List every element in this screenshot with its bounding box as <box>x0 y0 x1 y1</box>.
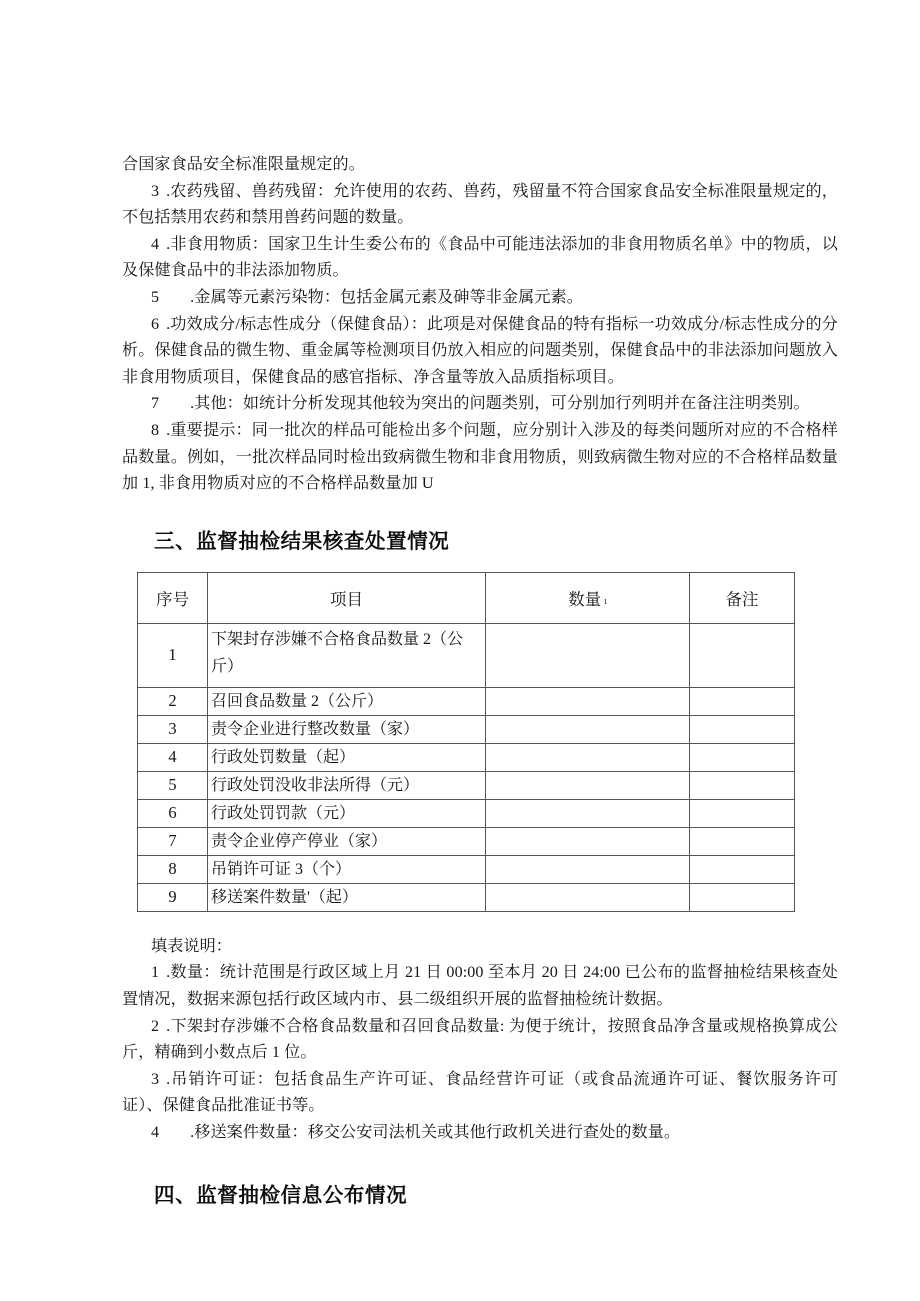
list-separator-3: . <box>166 182 171 200</box>
notes-title-text: 填表说明： <box>151 937 232 955</box>
cell-item: 行政处罚没收非法所得（元） <box>208 771 486 799</box>
notes-block <box>122 934 838 1147</box>
list-separator-4: . <box>166 235 171 253</box>
cell-item: 下架封存涉嫌不合格食品数量 2（公斤） <box>208 623 486 687</box>
cell-note[interactable] <box>690 799 795 827</box>
list-text-7: 其他：如统计分析发现其他较为突出的问题类别，可分别加行列明并在备注注明类别。 <box>194 395 810 413</box>
cell-seq: 4 <box>138 743 208 771</box>
list-item-3 <box>122 179 838 232</box>
cell-note[interactable] <box>690 883 795 911</box>
cell-item: 行政处罚罚款（元） <box>208 799 486 827</box>
note-text-2: 下架封存涉嫌不合格食品数量和召回食品数量: 为便于统计，按照食品净含量或规格换算成公斤，精确到小数点后 1 位。 <box>122 1017 838 1062</box>
column-header-seq: 序号 <box>138 572 208 623</box>
cell-item: 责令企业进行整改数量（家） <box>208 715 486 743</box>
note-number-1: 1 <box>151 964 160 982</box>
notes-title <box>122 934 838 961</box>
cell-seq: 9 <box>138 883 208 911</box>
cell-quantity[interactable] <box>486 771 690 799</box>
list-separator-6: . <box>166 315 171 333</box>
list-item-5 <box>122 285 838 312</box>
note-separator-3: . <box>166 1070 171 1088</box>
list-text-3: 农药残留、兽药残留：允许使用的农药、兽药，残留量不符合国家食品安全标准限量规定的，不包括禁用农药和禁用兽药问题的数量。 <box>122 182 838 227</box>
cell-seq: 3 <box>138 715 208 743</box>
cell-seq: 7 <box>138 827 208 855</box>
column-header-item: 项目 <box>208 572 486 623</box>
cell-note[interactable] <box>690 623 795 687</box>
table-container <box>137 572 794 912</box>
note-separator-4: . <box>190 1123 195 1141</box>
section-heading-4: 四、监督抽检信息公布情况 <box>154 1183 408 1208</box>
list-item-8 <box>122 418 838 498</box>
table-row <box>138 771 795 799</box>
cell-note[interactable] <box>690 743 795 771</box>
list-number-5: 5 <box>151 288 160 306</box>
cell-seq: 2 <box>138 687 208 715</box>
note-separator-2: . <box>166 1017 171 1035</box>
list-separator-8: . <box>166 421 171 439</box>
column-header-quantity <box>486 572 690 623</box>
list-item-6 <box>122 312 838 392</box>
list-number-6: 6 <box>151 315 160 333</box>
cell-note[interactable] <box>690 771 795 799</box>
note-text-3: 吊销许可证：包括食品生产许可证、食品经营许可证（或食品流通许可证、餐饮服务许可证）、保健食品批准证书等。 <box>122 1070 838 1115</box>
page-content <box>122 152 838 1210</box>
table-row <box>138 799 795 827</box>
table-row <box>138 715 795 743</box>
cell-seq: 5 <box>138 771 208 799</box>
table-row <box>138 855 795 883</box>
cell-seq: 8 <box>138 855 208 883</box>
paragraph-continued: 合国家食品安全标准限量规定的。 <box>122 156 365 173</box>
cell-quantity[interactable] <box>486 855 690 883</box>
list-text-8: 重要提示：同一批次的样品可能检出多个问题，应分别计入涉及的每类问题所对应的不合格样品数量。例如，一批次样品同时检出致病微生物和非食用物质，则致病微生物对应的不合格样品数量加 1, 非食用物质对应的不合格样品数量加 U <box>122 421 838 493</box>
cell-item: 责令企业停产停业（家） <box>208 827 486 855</box>
cell-quantity[interactable] <box>486 687 690 715</box>
cell-seq: 6 <box>138 799 208 827</box>
column-header-quantity-footnote: ı <box>604 595 607 607</box>
cell-item: 移送案件数量'（起） <box>208 883 486 911</box>
list-number-8: 8 <box>151 421 160 439</box>
cell-item: 吊销许可证 3（个） <box>208 855 486 883</box>
cell-quantity[interactable] <box>486 715 690 743</box>
list-text-5: 金属等元素污染物：包括金属元素及砷等非金属元素。 <box>194 288 583 306</box>
table-header-row <box>138 572 795 623</box>
table-row <box>138 827 795 855</box>
cell-item: 行政处罚数量（起） <box>208 743 486 771</box>
inspection-results-table <box>137 572 795 912</box>
list-number-4: 4 <box>151 235 160 253</box>
cell-note[interactable] <box>690 855 795 883</box>
note-text-4: 移送案件数量：移交公安司法机关或其他行政机关进行查处的数量。 <box>194 1123 681 1141</box>
note-item-4 <box>122 1120 838 1147</box>
note-number-2: 2 <box>151 1017 160 1035</box>
cell-quantity[interactable] <box>486 743 690 771</box>
list-number-3: 3 <box>151 182 160 200</box>
note-separator-1: . <box>166 964 171 982</box>
cell-note[interactable] <box>690 715 795 743</box>
list-separator-5: . <box>190 288 195 306</box>
note-text-1: 数量：统计范围是行政区域上月 21 日 00:00 至本月 20 日 24:00 已公布的监督抽检结果核查处置情况，数据来源包括行政区域内市、县二级组织开展的监督抽检统计数据。 <box>122 964 838 1008</box>
table-row <box>138 623 795 687</box>
cell-seq: 1 <box>138 623 208 687</box>
list-item-4 <box>122 232 838 285</box>
list-separator-7: . <box>190 395 195 413</box>
cell-note[interactable] <box>690 827 795 855</box>
column-header-quantity-label: 数量 <box>568 589 602 609</box>
list-text-6: 功效成分/标志性成分（保健食品）：此项是对保健食品的特有指标一功效成分/标志性成分的分析。保健食品的微生物、重金属等检测项目仍放入相应的问题类别，保健食品中的非法添加问题放入非食用物质项目，保健食品的感官指标、净含量等放入品质指标项目。 <box>122 315 838 386</box>
note-number-4: 4 <box>151 1123 160 1141</box>
note-number-3: 3 <box>151 1070 160 1088</box>
note-item-1 <box>122 960 838 1013</box>
column-header-note: 备注 <box>690 572 795 623</box>
list-text-4: 非食用物质：国家卫生计生委公布的《食品中可能违法添加的非食用物质名单》中的物质，以及保健食品中的非法添加物质。 <box>122 235 838 280</box>
section-heading-3: 三、监督抽检结果核查处置情况 <box>154 528 450 553</box>
note-item-2 <box>122 1014 838 1067</box>
table-row <box>138 687 795 715</box>
list-item-7 <box>122 391 838 418</box>
note-item-3 <box>122 1067 838 1120</box>
cell-quantity[interactable] <box>486 623 690 687</box>
cell-item: 召回食品数量 2（公斤） <box>208 687 486 715</box>
table-row <box>138 883 795 911</box>
cell-note[interactable] <box>690 687 795 715</box>
table-body <box>138 623 795 911</box>
cell-quantity[interactable] <box>486 827 690 855</box>
cell-quantity[interactable] <box>486 799 690 827</box>
table-row <box>138 743 795 771</box>
list-number-7: 7 <box>151 395 160 413</box>
cell-quantity[interactable] <box>486 883 690 911</box>
